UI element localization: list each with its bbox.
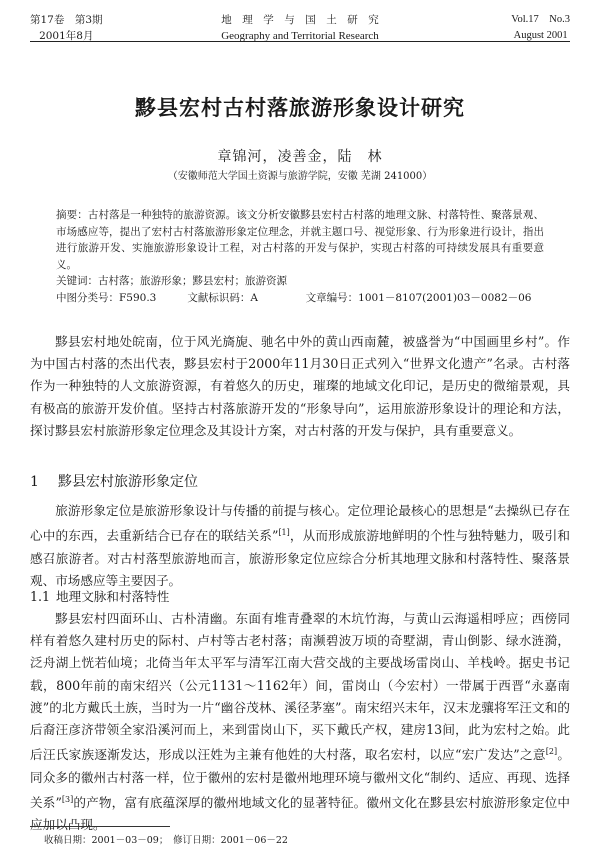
intro-paragraph-block: [30, 331, 570, 442]
section-1-body: [30, 500, 570, 592]
article-affiliation: （安徽师范大学国土资源与旅游学院，安徽 芜湖 241000）: [167, 171, 433, 182]
header-journal-block: [30, 12, 570, 44]
subsection-1-1-title: 地理文脉和村落特性: [56, 589, 170, 604]
section-1-number: 1: [30, 474, 39, 490]
citation-1: [1]: [278, 528, 290, 538]
article-title: 黟县宏村古村落旅游形象设计研究: [135, 95, 465, 120]
subsection-1-1-text-c: 的产物，富有底蕴深厚的徽州地域文化的显著特征。徽州文化在黟县宏村旅游形象定位中应加以凸现。: [30, 795, 570, 833]
subsection-1-1-text-a: 黟县宏村四面环山、古朴清幽。东面有堆青叠翠的木坑竹海，与黄山云海遥相呼应；西傍同样有着悠久建村历史的际村、卢村等古老村落；南濒碧波万顷的奇墅湖，青山倒影、绿水涟漪，泛舟湖上恍若仙境；北倚当年太平军与清军江南大营交战的主要战场雷岗山、羊栈岭。据史书记载，800年前的南宋绍兴（公元1131～1162年）间，雷岗山（今宏村）一带属于西晋“永嘉南渡”的北方戴氏土族，当时为一片“幽谷茂林、溪径茅塞”。南宋绍兴末年，汉末龙骧将军汪文和的后裔汪彦济带领全家沿溪河而上，来到雷岗山下，买下戴氏产权，建房13间，此为宏村之始。此后汪氏家族逐渐发达，形成以汪姓为主兼有他姓的大村落，取名宏村，以应“宏广发达”之意: [30, 611, 570, 763]
article-authors: 章锦河，凌善金，陆 林: [217, 149, 383, 165]
citation-2: [2]: [545, 747, 558, 757]
section-1-title: 黟县宏村旅游形象定位: [58, 474, 198, 490]
section-1-text-a: 旅游形象定位是旅游形象设计与传播的前提与核心。定位理论最核心的思想是“去操纵已存在心中的东西，去重新结合已存在的联结关系”: [30, 503, 570, 544]
footnote-rule: [30, 826, 170, 827]
abstract: [56, 207, 544, 273]
intro-paragraph: 黟县宏村地处皖南，位于风光旖旎、驰名中外的黄山西南麓，被盛誉为“中国画里乡村”。作为中国古村落的杰出代表，黟县宏村于2000年11月30日正式列入“世界文化遗产”名录。古村落作为一种独特的人文旅游资源，有着悠久的历史，璀璨的地域文化印记，是历史的微缩景观，具有极高的旅游开发价值。坚持古村落旅游开发的“形象导向”，运用旅游形象设计的理论和方法，探讨黟县宏村旅游形象定位理念及其设计方案，对古村落的开发与保护，具有重要意义。: [30, 334, 570, 438]
running-header: [30, 12, 570, 50]
keywords-text: 古村落；旅游形象；黟县宏村；旅游资源: [98, 275, 287, 288]
subsection-1-1-paragraph: [30, 608, 570, 836]
header-rule: [30, 41, 570, 42]
keywords: [56, 273, 544, 290]
keywords-label: 关键词：: [56, 275, 98, 288]
subsection-1-1-text-b: 。同众多的徽州古村落一样，位于徽州的宏村是徽州地理环境与徽州文化“制约、适应、再现、选择关系”: [30, 747, 570, 810]
subsection-1-1-number: 1.1: [30, 589, 51, 604]
header-journal-en: Geography and Territorial Research: [221, 30, 379, 42]
section-1-heading: [30, 471, 198, 491]
header-volume: 第17卷 第3期: [30, 14, 103, 26]
abstract-label: 摘要：: [56, 209, 88, 221]
section-1-paragraph: [30, 500, 570, 592]
abstract-block: [56, 207, 544, 307]
section-1-text-b: ，从而形成旅游地鲜明的个性与独特魅力，吸引和感召旅游者。对古村落型旅游地而言，旅游形象定位应综合分析其地理文脉和村落特性、聚落景观、市场感应等主要因子。: [30, 528, 570, 588]
classification-line: [56, 290, 544, 307]
header-volume-en-block: [511, 12, 570, 44]
citation-3: [3]: [61, 794, 74, 804]
header-journal-cn: 地 理 学 与 国 土 研 究: [221, 14, 379, 26]
header-date-en: August 2001: [513, 30, 568, 41]
document-code: 文献标识码：A: [187, 291, 258, 304]
footnote-received-date: 收稿日期：2001－03－09； 修订日期：2001－06－22: [44, 835, 288, 846]
header-date-cn: 2001年8月: [39, 30, 94, 42]
header-volume-en: Vol.17 No.3: [511, 14, 570, 25]
article-number: 文章编号：1001－8107(2001)03－0082－06: [305, 291, 532, 304]
class-number: 中图分类号：F590.3: [56, 291, 157, 304]
subsection-1-1-heading: [30, 586, 169, 605]
subsection-1-1-body: [30, 608, 570, 836]
abstract-text: 古村落是一种独特的旅游资源。该文分析安徽黟县宏村古村落的地理文脉、村落特性、聚落景观、市场感应等，提出了宏村古村落旅游形象定位理念，并就主题口号、视觉形象、行为形象进行设计，指出进行旅游开发、实施旅游形象设计工程，对古村落的开发与保护，实现古村落的可持续发展具有重要意义。: [56, 209, 545, 271]
